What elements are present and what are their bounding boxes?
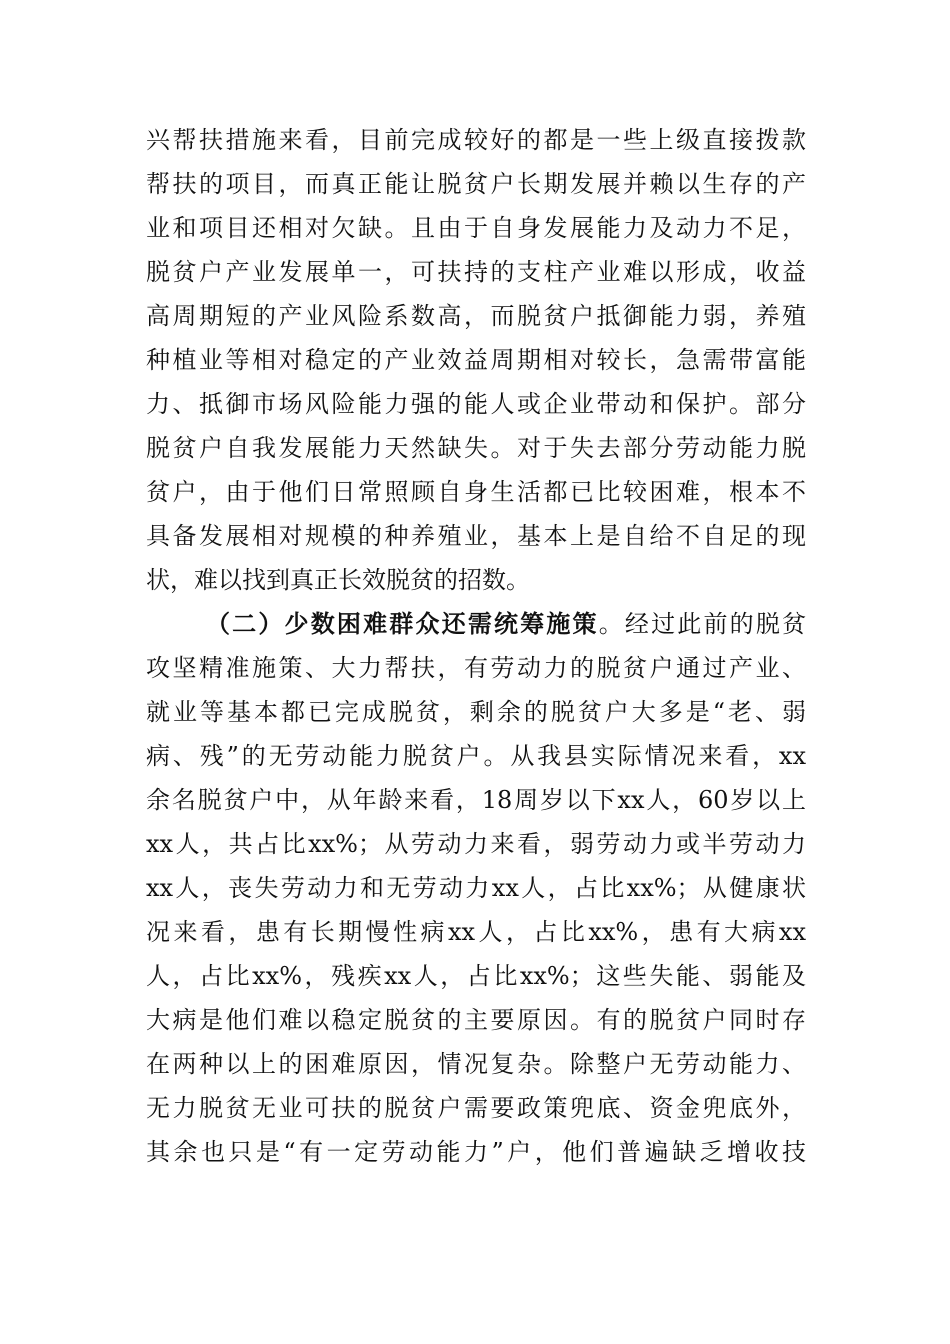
text-line: xx人，共占比xx%；从劳动力来看，弱劳动力或半劳动力	[146, 830, 806, 858]
text-line: 大病是他们难以稳定脱贫的主要原因。有的脱贫户同时存	[146, 1006, 806, 1034]
text-line	[206, 604, 806, 644]
text-line: 就业等基本都已完成脱贫，剩余的脱贫户大多是“老、弱	[146, 698, 806, 726]
text-line: 种植业等相对稳定的产业效益周期相对较长，急需带富能	[146, 346, 806, 374]
text-line: 状，难以找到真正长效脱贫的招数。	[146, 566, 530, 594]
text-line: 脱贫户自我发展能力天然缺失。对于失去部分劳动能力脱	[146, 434, 806, 462]
text-line: 兴帮扶措施来看，目前完成较好的都是一些上级直接拨款	[146, 126, 806, 154]
text-line: 人，占比xx%，残疾xx人，占比xx%；这些失能、弱能及	[146, 962, 806, 990]
heading-line-text: 。经过此前的脱贫	[598, 610, 807, 638]
section-heading: （二）少数困难群众还需统筹施策	[206, 610, 599, 638]
text-line: 无力脱贫无业可扶的脱贫户需要政策兜底、资金兜底外，	[146, 1094, 806, 1122]
text-line: 高周期短的产业风险系数高，而脱贫户抵御能力弱，养殖	[146, 302, 806, 330]
text-line: 具备发展相对规模的种养殖业，基本上是自给不自足的现	[146, 522, 806, 550]
text-line: 业和项目还相对欠缺。且由于自身发展能力及动力不足，	[146, 214, 806, 242]
text-line: 帮扶的项目，而真正能让脱贫户长期发展并赖以生存的产	[146, 170, 806, 198]
text-line: 余名脱贫户中，从年龄来看，18周岁以下xx人，60岁以上	[146, 786, 806, 814]
text-line: xx人，丧失劳动力和无劳动力xx人，占比xx%；从健康状	[146, 874, 806, 902]
text-line: 在两种以上的困难原因，情况复杂。除整户无劳动能力、	[146, 1050, 806, 1078]
text-line: 脱贫户产业发展单一，可扶持的支柱产业难以形成，收益	[146, 258, 806, 286]
text-line: 力、抵御市场风险能力强的能人或企业带动和保护。部分	[146, 390, 806, 418]
text-line: 攻坚精准施策、大力帮扶，有劳动力的脱贫户通过产业、	[146, 654, 806, 682]
text-line: 贫户，由于他们日常照顾自身生活都已比较困难，根本不	[146, 478, 806, 506]
text-line: 病、残”的无劳动能力脱贫户。从我县实际情况来看，xx	[146, 742, 806, 770]
text-line: 况来看，患有长期慢性病xx人，占比xx%，患有大病xx	[146, 918, 806, 946]
text-line: 其余也只是“有一定劳动能力”户，他们普遍缺乏增收技	[146, 1138, 806, 1166]
